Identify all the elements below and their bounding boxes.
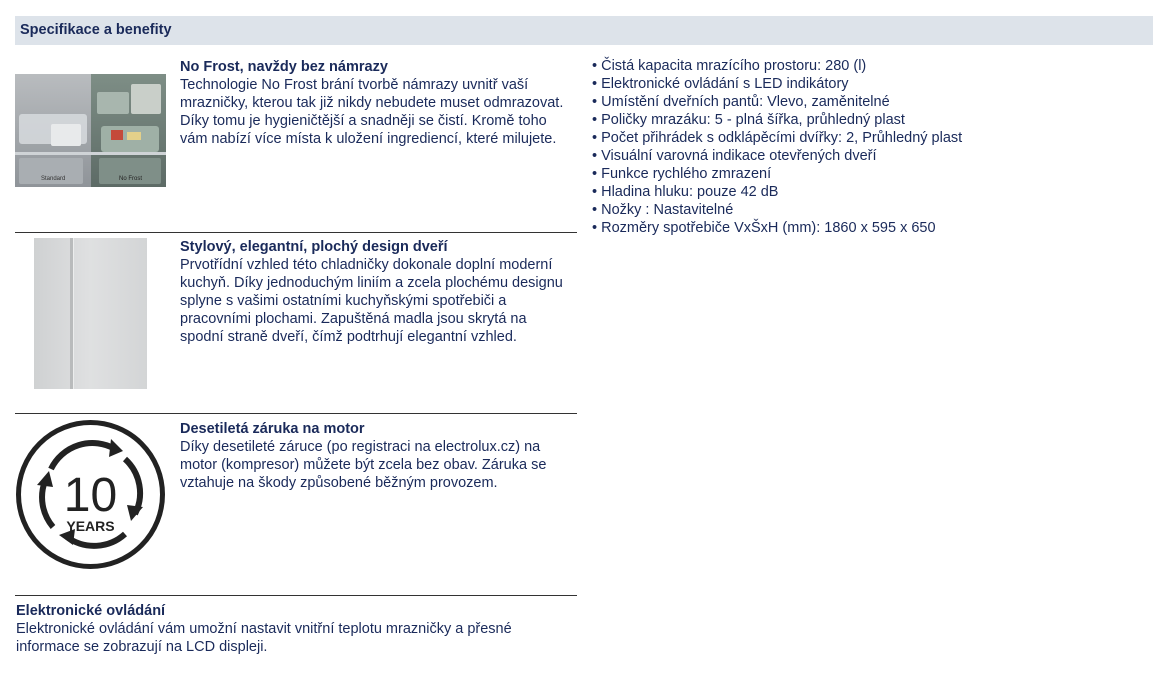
section-title: Specifikace a benefity bbox=[20, 22, 172, 38]
fridge-door-image bbox=[34, 238, 147, 389]
divider bbox=[15, 595, 577, 596]
standard-label: Standard bbox=[41, 176, 66, 182]
feature-description: Technologie No Frost brání tvorbě námrazy uvnitř vaší mrazničky, kterou tak již nikdy nebudete muset odmrazovat. Díky tomu je hygieničtější a snadněji se čistí. Kromě toho vám nabízí více místa k uložení ingrediencí, které milujete. bbox=[180, 77, 564, 147]
feature-title: No Frost, navždy bez námrazy bbox=[180, 59, 388, 75]
spec-item: • Funkce rychlého zmrazení bbox=[592, 165, 962, 183]
specs-list bbox=[592, 57, 962, 237]
feature-description: Prvotřídní vzhled této chladničky dokonale doplní moderní kuchyň. Díky jednoduchým liniím a zcela plochému designu splyne s vašimi ostatními kuchyňskými spotřebiči a pracovními plochami. Zapuštěná madla jsou skrytá na spodní straně dveří, čímž podtrhují elegantní vzhled. bbox=[180, 257, 563, 345]
spec-item: • Poličky mrazáku: 5 - plná šířka, průhledný plast bbox=[592, 111, 962, 129]
divider bbox=[15, 232, 577, 233]
spec-item: • Čistá kapacita mrazícího prostoru: 280 (l) bbox=[592, 57, 962, 75]
feature-description: Díky desetileté záruce (po registraci na electrolux.cz) na motor (kompresor) můžete být zcela bez obav. Záruka se vztahuje na škody způsobené běžným provozem. bbox=[180, 439, 547, 491]
spec-item: • Visuální varovná indikace otevřených dveří bbox=[592, 147, 962, 165]
spec-item: • Počet přihrádek s odklápěcími dvířky: 2, Průhledný plast bbox=[592, 129, 962, 147]
spec-item: • Hladina hluku: pouze 42 dB bbox=[592, 183, 962, 201]
feature-description: Elektronické ovládání vám umožní nastavit vnitřní teplotu mrazničky a přesné informace se zobrazují na LCD displeji. bbox=[16, 621, 512, 655]
no-frost-image bbox=[15, 74, 166, 187]
feature-title: Stylový, elegantní, plochý design dveří bbox=[180, 239, 448, 255]
spec-item: • Elektronické ovládání s LED indikátory bbox=[592, 75, 962, 93]
no-frost-label: No Frost bbox=[119, 176, 143, 182]
ten-years-icon bbox=[15, 419, 166, 570]
spec-item: • Nožky : Nastavitelné bbox=[592, 201, 962, 219]
ten-number: 10 bbox=[63, 469, 118, 522]
feature-title: Elektronické ovládání bbox=[16, 603, 166, 619]
spec-item: • Rozměry spotřebiče VxŠxH (mm): 1860 x 595 x 650 bbox=[592, 219, 962, 237]
section-header bbox=[15, 16, 1153, 45]
feature-title: Desetiletá záruka na motor bbox=[180, 421, 365, 437]
years-word: YEARS bbox=[66, 518, 115, 534]
divider bbox=[15, 413, 577, 414]
spec-item: • Umístění dveřních pantů: Vlevo, zaměnitelné bbox=[592, 93, 962, 111]
